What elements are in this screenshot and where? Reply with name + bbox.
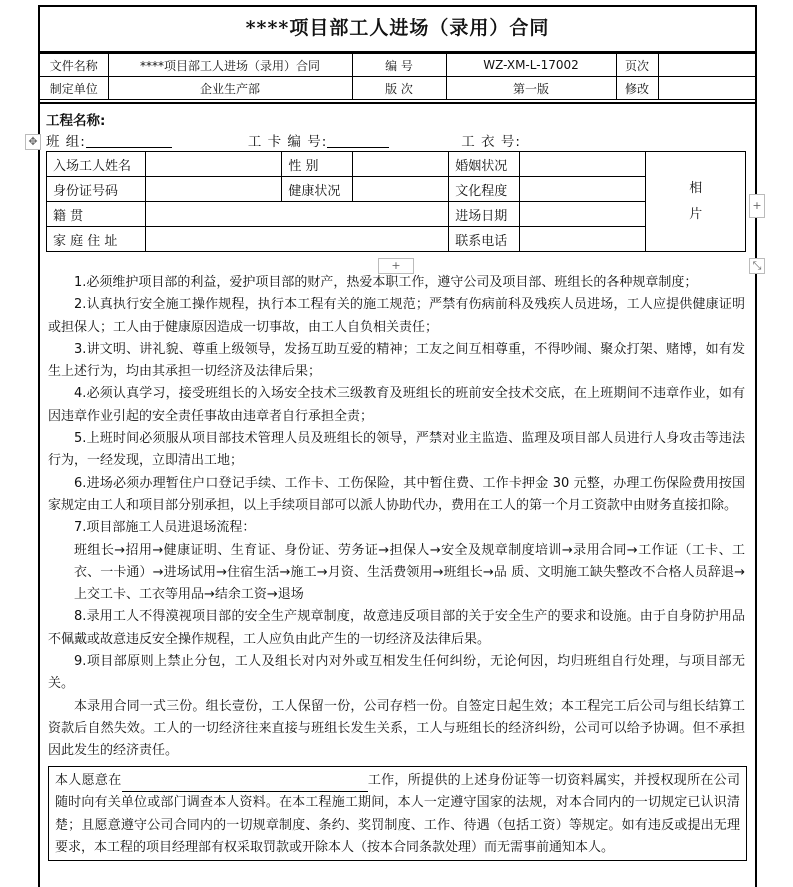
phone-label: 联系电话 [449,227,519,252]
meta-cell: 第一版 [446,77,616,100]
contract-page [38,5,757,887]
table-move-handle-icon[interactable]: ✥ [25,134,41,150]
gender-field[interactable] [352,152,449,177]
term-item: 6.进场必须办理暂住户口登记手续、工作卡、工伤保险，其中暂住费、工作卡押金 30 元整，办理工伤保险费用按国家规定由工人和项目部分别承担，以上手续项目部可以派人协助代办，费用在工人的第一个月工资款中由财务直接扣除。 [48,475,745,513]
entry-date-field[interactable] [519,202,646,227]
health-label: 健康状况 [282,177,352,202]
term-item: 2.认真执行安全施工操作规程，执行本工程有关的施工规范；严禁有伤病前科及残疾人员进场，工人应提供健康证明或担保人；工人由于健康原因造成一切事故，由工人自负相关责任； [48,297,745,335]
marital-field[interactable] [519,152,646,177]
add-row-icon[interactable]: + [378,258,414,274]
meta-cell: WZ-XM-L-17002 [446,54,616,77]
term-item: 3.讲文明、讲礼貌、尊重上级领导，发扬互助互爱的精神；工友之间互相尊重，不得吵闹、聚众打架、赌博，如有发生上述行为，均由其承担一切经济及法律后果； [48,341,745,380]
document-title: ****项目部工人进场（录用）合同 [40,7,755,53]
gender-label: 性 别 [282,152,352,177]
term-item: 4.必须认真学习，接受班组长的入场安全技术三级教育及班组长的班前安全技术交底，在上班期间不违章作业，如有因违章作业引起的安全责任事故由违章者自行承担全责； [48,386,745,424]
phone-field[interactable] [519,227,646,252]
education-field[interactable] [519,177,646,202]
team-field[interactable] [86,133,172,148]
name-label: 入场工人姓名 [47,152,146,177]
contract-terms [40,252,755,763]
card-number-label: 工 卡 编 号: [247,134,328,150]
hometown-field[interactable] [145,202,449,227]
term-item: 8.录用工人不得漠视项目部的安全生产规章制度，故意违反项目部的关于安全生产的要求和设施。由于自身防护用品不佩戴或故意违反安全操作规程，工人应负由此产生的一切经济及法律后果。 [48,609,745,647]
meta-cell: 修改 [616,77,658,100]
team-row [46,129,749,151]
meta-cell: 企业生产部 [108,77,352,100]
health-field[interactable] [352,177,449,202]
meta-cell: ****项目部工人进场（录用）合同 [108,54,352,77]
team-label: 班 组: [46,134,86,150]
meta-cell: 文件名称 [40,54,108,77]
address-label: 家 庭 住 址 [47,227,146,252]
card-number-field[interactable] [327,133,389,148]
meta-cell[interactable] [658,77,755,100]
term-item: 9.项目部原则上禁止分包，工人及组长对内对外或互相发生任何纠纷，无论何因，均归班组自行处理，与项目部无关。 [48,654,745,692]
worker-declaration: 本人愿意在 工作，所提供的上述身份证等一切资料属实，并授权现所在公司随时向有关单位或部门调查本人资料。在本工程施工期间，本人一定遵守国家的法规，对本合同内的一切规定已认识清楚；且愿意遵守公司合同内的一切规章制度、条约、奖罚制度、工作、待遇（包括工资）等规定。如有违反或提出无理要求，本工程的项目经理部有权采取罚款或开除本人（按本合同条款处理）而无需事前通知本人。 [48,766,747,861]
workplace-field[interactable] [122,777,368,792]
process-flow: 班组长→招用→健康证明、生育证、身份证、劳务证→担保人→安全及规章制度培训→录用合同→工作证（工卡、工衣、一卡通）→进场试用→住宿生活→施工→月资、生活费领用→班组长→品 质、文明施工缺失整改不合格人员辞退→上交工卡、工衣等用品→结余工资→退场 [74,542,745,603]
term-item: 7.项目部施工人员进退场流程： [74,520,256,536]
name-field[interactable] [145,152,282,177]
education-label: 文化程度 [449,177,519,202]
meta-cell: 版 次 [352,77,446,100]
meta-cell[interactable] [658,54,755,77]
entry-date-label: 进场日期 [449,202,519,227]
term-item: 1.必须维护项目部的利益，爱护项目部的财产，热爱本职工作，遵守公司及项目部、班组长的各种规章制度； [74,275,698,290]
add-column-icon[interactable]: + [749,194,765,218]
project-name-label: 工程名称: [46,113,106,129]
meta-cell: 编 号 [352,54,446,77]
id-number-field[interactable] [145,177,282,202]
marital-label: 婚姻状况 [449,152,519,177]
worker-info-table [46,151,746,252]
photo-box: 相 片 [646,152,746,252]
meta-cell: 制定单位 [40,77,108,100]
hometown-label: 籍 贯 [47,202,146,227]
meta-table [40,53,755,100]
table-resize-icon[interactable]: ⤡ [749,258,765,274]
address-field[interactable] [145,227,449,252]
meta-cell: 页次 [616,54,658,77]
term-item: 5.上班时间必须服从项目部技术管理人员及班组长的领导，严禁对业主监造、监理及项目部人员进行人身攻击等违法行为，一经发现，立即清出工地； [48,431,745,469]
meta-row-unit [40,77,755,100]
id-number-label: 身份证号码 [47,177,146,202]
meta-row-file [40,54,755,77]
contract-validity: 本录用合同一式三份。组长壹份，工人保留一份，公司存档一份。自签定日起生效；本工程完工后公司与组长结算工资款后自然失效。工人的一切经济往来直接与班组长发生关系，工人与班组长的经济纠纷，公司可以给予协调。但不承担因此发生的经济责任。 [48,698,745,759]
uniform-number-label: 工 衣 号: [461,134,521,150]
